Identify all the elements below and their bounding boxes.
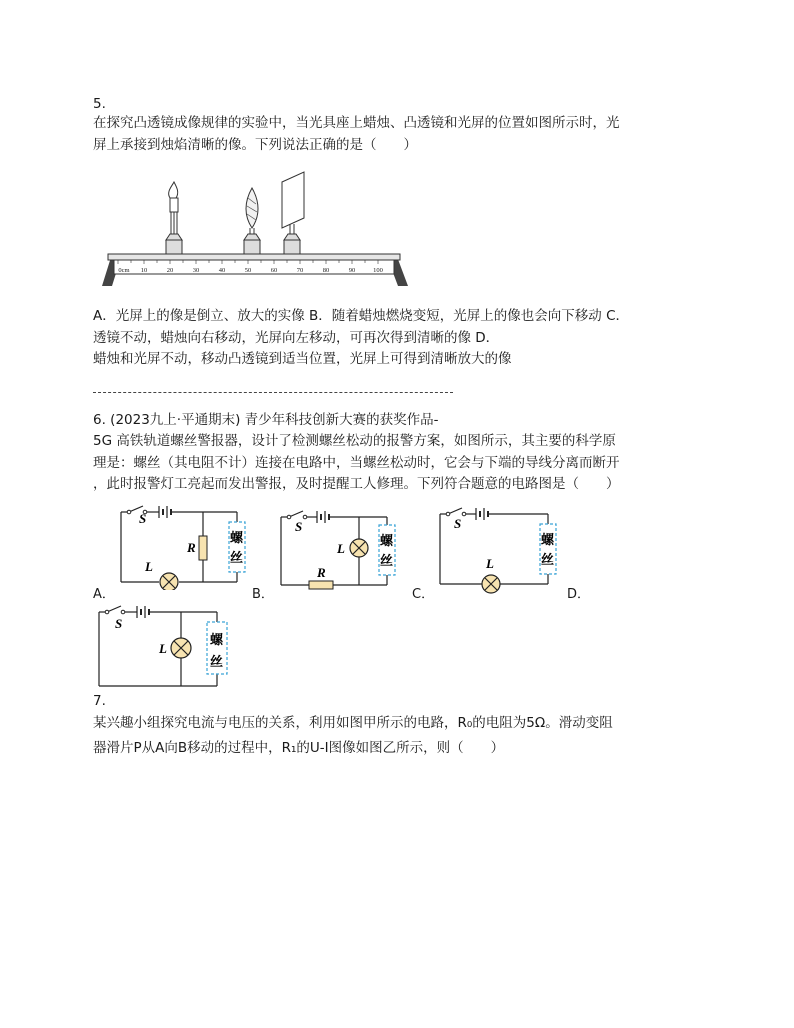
resistor [199, 536, 207, 560]
screw-label-bottom: 丝 [210, 654, 224, 669]
lamp-label: L [337, 541, 345, 556]
question-separator [93, 392, 453, 393]
screw-label-bottom: 丝 [380, 553, 394, 568]
q6-option-c[interactable]: C． [412, 587, 435, 602]
q5-stem-line2: 屏上承接到烛焰清晰的像。下列说法正确的是（ ） [93, 137, 417, 153]
scale-tick-label: 10 [140, 267, 148, 274]
screw-label-top: 螺 [230, 530, 244, 545]
scale-tick-label: 60 [270, 267, 278, 274]
circuit-option-a [113, 500, 253, 590]
screw-label-top: 螺 [380, 533, 394, 548]
switch-label: S [115, 616, 123, 631]
q6-stem-line2: 理是：螺丝（其电阻不计）连接在电路中，当螺丝松动时，它会与下端的导线分离而断开 [93, 455, 620, 471]
q6-option-d[interactable]: D． [567, 587, 591, 602]
q7-number: 7. [93, 693, 106, 709]
bench-rail [108, 254, 400, 260]
screw-label-bottom: 丝 [230, 550, 244, 565]
q5-options-line3: 蜡烛和光屏不动，移动凸透镜到适当位置，光屏上可得到清晰放大的像 [93, 351, 512, 367]
q5-options-line2: 透镜不动，蜡烛向右移动，光屏向左移动，可再次得到清晰的像 D． [93, 330, 500, 346]
q6-option-a[interactable]: A． [93, 587, 115, 602]
circuit-option-b [275, 505, 415, 595]
candle [166, 182, 182, 254]
optical-bench-figure [96, 168, 414, 286]
lamp-label: L [486, 556, 494, 571]
scale-unit-label: 0cm [118, 267, 130, 274]
screw-label-bottom: 丝 [541, 552, 555, 567]
circuit-option-c [434, 500, 564, 595]
scale-tick-label: 30 [192, 267, 200, 274]
screw-label-top: 螺 [210, 632, 224, 647]
scale-tick-label: 20 [166, 267, 174, 274]
q6-header: 6. (2023九上·平通期末) 青少年科技创新大赛的获奖作品- [93, 412, 439, 428]
resistor [309, 581, 333, 589]
scale-tick-label: 40 [218, 267, 226, 274]
q5-stem-line1: 在探究凸透镜成像规律的实验中，当光具座上蜡烛、凸透镜和光屏的位置如图所示时，光 [93, 115, 620, 131]
q6-option-b[interactable]: B． [252, 587, 274, 602]
q6-stem-line1: 5G 高铁轨道螺丝警报器，设计了检测螺丝松动的报警方案，如图所示，其主要的科学原 [93, 433, 616, 449]
resistor-label: R [317, 565, 326, 580]
light-screen [282, 172, 304, 254]
scale-tick-label: 100 [373, 267, 383, 274]
circuit-option-d [93, 598, 233, 693]
switch-label: S [139, 511, 147, 526]
scale-tick-label: 70 [296, 267, 304, 274]
q5-number: 5. [93, 96, 106, 112]
q5-options-line1: A．光屏上的像是倒立、放大的实像 B．随着蜡烛燃烧变短，光屏上的像也会向下移动 C． [93, 308, 630, 324]
scale-tick-label: 80 [322, 267, 330, 274]
q7-stem-line2: 器滑片P从A向B移动的过程中，R₁的U-I图像如图乙所示，则（ ） [93, 740, 505, 756]
resistor-label: R [187, 540, 196, 555]
scale-tick-label: 90 [348, 267, 356, 274]
scale-tick-label: 50 [244, 267, 252, 274]
switch-label: S [295, 519, 303, 534]
convex-lens [244, 188, 260, 254]
switch-label: S [454, 516, 462, 531]
q6-stem-line3: ，此时报警灯工亮起而发出警报，及时提醒工人修理。下列符合题意的电路图是（ ） [93, 476, 620, 492]
lamp-label: L [159, 641, 167, 656]
lamp-label: L [145, 559, 153, 574]
q7-stem-line1: 某兴趣小组探究电流与电压的关系，利用如图甲所示的电路，R₀的电阻为5Ω。滑动变阻 [93, 715, 613, 731]
screw-label-top: 螺 [541, 532, 555, 547]
